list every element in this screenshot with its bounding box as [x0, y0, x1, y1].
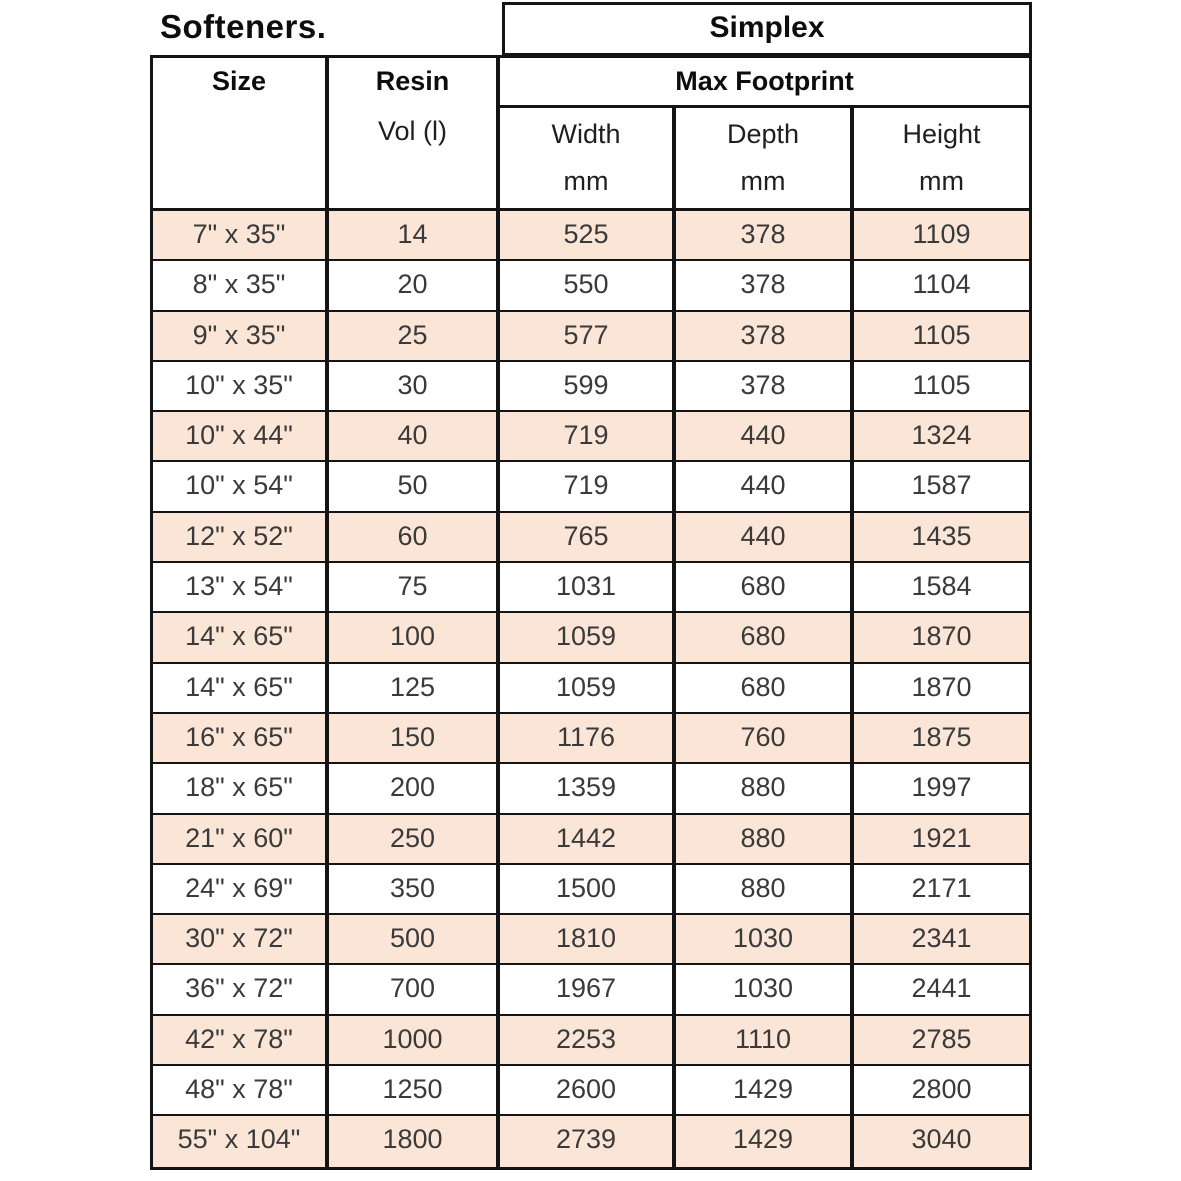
table-row [153, 513, 1029, 563]
width-cell: 1031 [500, 563, 676, 611]
depth-cell: 1030 [676, 965, 854, 1013]
height-cell: 3040 [911, 1124, 972, 1155]
table-rows [153, 211, 1029, 1167]
height-cell: 1324 [911, 420, 972, 451]
column-header-resin [329, 58, 500, 208]
table-row [153, 613, 1029, 663]
size-cell: 7" x 35" [153, 211, 329, 259]
depth-cell: 880 [676, 815, 854, 863]
size-cell: 14" x 65" [153, 664, 329, 712]
column-header-depth [676, 108, 854, 208]
width-cell: 1442 [500, 815, 676, 863]
size-cell: 24" x 69" [153, 865, 329, 913]
height-cell: 2341 [911, 923, 972, 954]
resin-cell: 350 [329, 865, 500, 913]
size-cell: 10" x 44" [153, 412, 329, 460]
table-row [153, 412, 1029, 462]
resin-unit-label: Vol (l) [377, 116, 448, 146]
table-row [153, 1016, 1029, 1066]
table-row [153, 965, 1029, 1015]
size-cell: 8" x 35" [153, 261, 329, 309]
size-cell: 42" x 78" [153, 1016, 329, 1064]
depth-cell: 1429 [676, 1116, 854, 1166]
width-cell: 525 [500, 211, 676, 259]
depth-cell: 378 [676, 312, 854, 360]
height-cell: 1584 [911, 571, 972, 602]
depth-label: Depth [726, 119, 800, 149]
resin-cell: 100 [329, 613, 500, 661]
width-cell: 1500 [500, 865, 676, 913]
resin-cell: 125 [329, 664, 500, 712]
table-header [153, 58, 1029, 211]
size-cell: 13" x 54" [153, 563, 329, 611]
width-cell: 1359 [500, 764, 676, 812]
simplex-header: Simplex [502, 2, 1032, 55]
resin-cell: 30 [329, 362, 500, 410]
table-row [153, 211, 1029, 261]
width-unit-label: mm [563, 166, 609, 196]
height-cell: 2171 [911, 872, 972, 903]
width-cell: 1967 [500, 965, 676, 1013]
size-cell: 55" x 104" [153, 1116, 329, 1166]
height-cell: 1997 [911, 772, 972, 803]
depth-cell: 1429 [676, 1066, 854, 1114]
height-cell: 1435 [911, 520, 972, 551]
width-cell: 719 [500, 462, 676, 510]
size-cell: 10" x 35" [153, 362, 329, 410]
height-cell: 2785 [911, 1023, 972, 1054]
width-cell: 1176 [500, 714, 676, 762]
width-cell: 550 [500, 261, 676, 309]
table-row [153, 764, 1029, 814]
depth-cell: 440 [676, 513, 854, 561]
width-cell: 577 [500, 312, 676, 360]
depth-cell: 378 [676, 261, 854, 309]
column-header-max-footprint [500, 58, 1029, 108]
table-row [153, 664, 1029, 714]
height-cell: 1104 [912, 269, 971, 300]
width-cell: 1059 [500, 613, 676, 661]
resin-cell: 20 [329, 261, 500, 309]
depth-cell: 1030 [676, 915, 854, 963]
resin-cell: 75 [329, 563, 500, 611]
depth-cell: 760 [676, 714, 854, 762]
resin-cell: 25 [329, 312, 500, 360]
resin-cell: 50 [329, 462, 500, 510]
table-row [153, 865, 1029, 915]
table-row [153, 563, 1029, 613]
width-cell: 765 [500, 513, 676, 561]
size-cell: 16" x 65" [153, 714, 329, 762]
table-row [153, 1066, 1029, 1116]
height-cell: 1105 [912, 369, 971, 400]
size-cell: 21" x 60" [153, 815, 329, 863]
width-label: Width [551, 119, 621, 149]
height-cell: 1870 [911, 671, 972, 702]
height-cell: 2441 [911, 973, 972, 1004]
size-cell: 14" x 65" [153, 613, 329, 661]
width-cell: 2739 [500, 1116, 676, 1166]
depth-cell: 680 [676, 613, 854, 661]
depth-cell: 378 [676, 211, 854, 259]
resin-cell: 1800 [329, 1116, 500, 1166]
resin-cell: 1000 [329, 1016, 500, 1064]
depth-cell: 378 [676, 362, 854, 410]
depth-cell: 440 [676, 462, 854, 510]
resin-label: Resin [375, 66, 450, 96]
resin-cell: 500 [329, 915, 500, 963]
resin-cell: 700 [329, 965, 500, 1013]
softeners-spec-sheet [150, 2, 1032, 1170]
max-footprint-label: Max Footprint [675, 66, 854, 96]
resin-cell: 150 [329, 714, 500, 762]
resin-cell: 14 [329, 211, 500, 259]
depth-cell: 680 [676, 563, 854, 611]
height-cell: 1921 [911, 822, 972, 853]
size-label: Size [211, 66, 267, 96]
height-cell: 1109 [912, 219, 971, 249]
height-label: Height [902, 119, 981, 149]
table-row [153, 915, 1029, 965]
resin-cell: 40 [329, 412, 500, 460]
table-row [153, 815, 1029, 865]
width-cell: 599 [500, 362, 676, 410]
depth-cell: 680 [676, 664, 854, 712]
depth-cell: 440 [676, 412, 854, 460]
size-cell: 12" x 52" [153, 513, 329, 561]
height-cell: 1105 [912, 319, 971, 350]
column-header-height [854, 108, 1029, 208]
size-cell: 10" x 54" [153, 462, 329, 510]
table-row [153, 1116, 1029, 1166]
width-cell: 1059 [500, 664, 676, 712]
column-header-size [153, 58, 329, 208]
depth-cell: 880 [676, 764, 854, 812]
width-cell: 2600 [500, 1066, 676, 1114]
width-cell: 1810 [500, 915, 676, 963]
table-row [153, 462, 1029, 512]
table-row [153, 714, 1029, 764]
height-cell: 1587 [911, 470, 972, 501]
resin-cell: 200 [329, 764, 500, 812]
size-cell: 36" x 72" [153, 965, 329, 1013]
table-row [153, 261, 1029, 311]
depth-cell: 1110 [676, 1016, 854, 1064]
title-row [150, 2, 1032, 55]
resin-cell: 250 [329, 815, 500, 863]
height-cell: 1870 [911, 621, 972, 652]
depth-cell: 880 [676, 865, 854, 913]
page-title: Softeners. [160, 8, 327, 45]
size-cell: 9" x 35" [153, 312, 329, 360]
spec-table [150, 55, 1032, 1170]
height-cell: 1875 [911, 721, 972, 752]
table-row [153, 312, 1029, 362]
height-cell: 2800 [911, 1074, 972, 1105]
table-row [153, 362, 1029, 412]
column-header-width [500, 108, 676, 208]
height-unit-label: mm [919, 166, 964, 196]
size-cell: 18" x 65" [153, 764, 329, 812]
depth-unit-label: mm [740, 166, 786, 196]
resin-cell: 1250 [329, 1066, 500, 1114]
width-cell: 719 [500, 412, 676, 460]
resin-cell: 60 [329, 513, 500, 561]
size-cell: 48" x 78" [153, 1066, 329, 1114]
width-cell: 2253 [500, 1016, 676, 1064]
size-cell: 30" x 72" [153, 915, 329, 963]
